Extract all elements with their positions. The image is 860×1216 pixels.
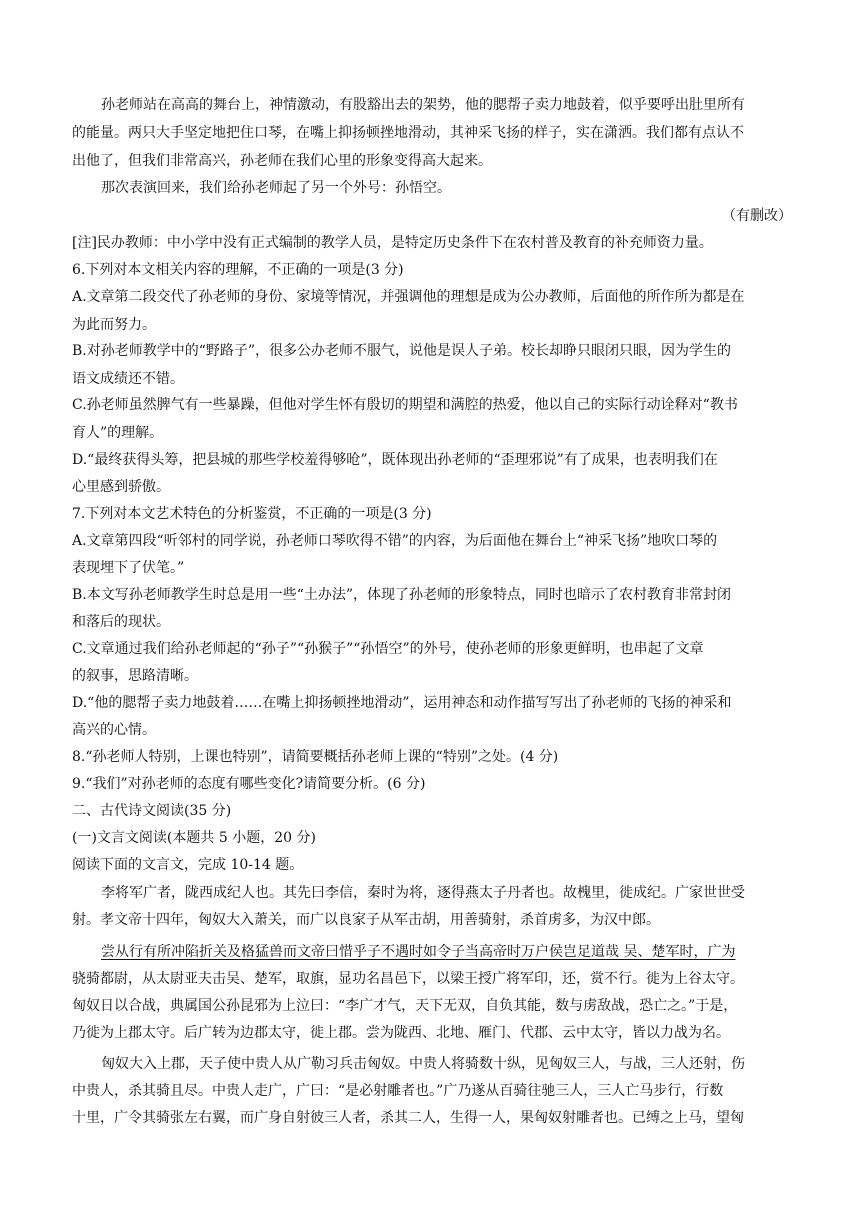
option-6a: A.文章第二段交代了孙老师的身份、家境等情况，并强调他的理想是成为公办教师，后面他的所作所为都是在 (72, 289, 745, 305)
option-7c: C.文章通过我们给孙老师起的“孙子”“孙猴子”“孙悟空”的外号，使孙老师的形象更鲜明，也串起了文章 (72, 641, 704, 657)
classical-text-line: 李将军广者，陇西成纪人也。其先曰李信，秦时为将，逐得燕太子丹者也。故槐里，徙成纪。广家世世受 (101, 885, 745, 901)
text-line: 为此而努力。 (72, 317, 156, 333)
question-7: 7.下列对本文艺术特色的分析鉴赏，不正确的一项是(3 分) (72, 506, 432, 522)
classical-text-line: 乃徙为上郡太守。后广转为边郡太守，徙上郡。尝为陇西、北地、雁门、代郡、云中太守，皆以力战为名。 (72, 1025, 730, 1041)
classical-text-line: 骁骑都尉，从太尉亚夫击吴、楚军，取旗，显功名昌邑下，以梁王授广将军印，还，赏不行。徙为上谷太守。 (72, 971, 744, 987)
footnote: [注]民办教师：中小学中没有正式编制的教学人员，是特定历史条件下在农村普及教育的补充师资力量。 (72, 235, 713, 251)
text-line: 育人”的理解。 (72, 425, 164, 441)
classical-text-line: 中贵人，杀其骑且尽。中贵人走广，广曰：“是必射雕者也。”广乃遂从百骑往驰三人，三人亡马步行，行数 (72, 1083, 724, 1099)
option-6c: C.孙老师虽然脾气有一些暴躁，但他对学生怀有殷切的期望和满腔的热爱，他以自己的实际行动诠释对“教书 (72, 397, 738, 413)
text-line: 孙老师站在高高的舞台上，神情激动，有股豁出去的架势，他的腮帮子卖力地鼓着，似乎要呼出肚里所有 (101, 97, 745, 113)
text-line: 出他了，但我们非常高兴，孙老师在我们心里的形象变得高大起来。 (72, 153, 492, 169)
text-line: 高兴的心情。 (72, 722, 156, 738)
question-8: 8.“孙老师人特别，上课也特别”，请简要概括孙老师上课的“特别”之处。(4 分) (72, 749, 559, 765)
text-line: 那次表演回来，我们给孙老师起了另一个外号：孙悟空。 (101, 180, 451, 196)
classical-text-line: 射。孝文帝十四年，匈奴大入萧关，而广以良家子从军击胡，用善骑射，杀首虏多，为汉中郎。 (72, 912, 660, 928)
option-7b: B.本文写孙老师教学生时总是用一些“土办法”，体现了孙老师的形象特点，同时也暗示了农村教育非常封闭 (72, 587, 732, 603)
option-7d: D.“他的腮帮子卖力地鼓着……在嘴上抑扬顿挫地滑动”，运用神态和动作描写写出了孙老师的飞扬的神采和 (72, 695, 732, 711)
classical-text-line: 匈奴日以合战，典属国公孙昆邪为上泣曰：“李广才气，天下无双，自负其能，数与虏敌战，恐亡之。”于是， (72, 998, 738, 1014)
text-line: 表现埋下了伏笔。” (72, 560, 185, 576)
text-line: 的能量。两只大手坚定地把住口琴，在嘴上抑扬顿挫地滑动，其神采飞扬的样子，实在潇洒。我们都有点认不 (72, 125, 744, 141)
classical-text-line: 十里，广令其骑张左右翼，而广身自射彼三人者，杀其二人，生得一人，果匈奴射雕者也。已缚之上马，望匈 (72, 1110, 744, 1126)
text-line: 心里感到骄傲。 (72, 479, 170, 495)
source-note: （有删改） (722, 208, 792, 224)
option-6d: D.“最终获得头筹，把县城的那些学校羞得够呛”，既体现出孙老师的“歪理邪说”有了成果，也表明我们在 (72, 452, 718, 468)
classical-text-line: 匈奴大入上郡，天子使中贵人从广勒习兵击匈奴。中贵人将骑数十纵，见匈奴三人，与战，三人还射，伤 (101, 1056, 745, 1072)
question-6: 6.下列对本文相关内容的理解，不正确的一项是(3 分) (72, 262, 404, 278)
classical-text-underlined: 尝从行有所冲陷折关及格猛兽而文帝曰惜乎子不遇时如令子当高帝时万户侯岂足道哉 吴、楚军时，广为 (101, 944, 736, 960)
section-heading: 二、古代诗文阅读(35 分) (72, 803, 232, 819)
option-6b: B.对孙老师教学中的“野路子”，很多公办老师不服气，说他是误人子弟。校长却睁只眼闭只眼，因为学生的 (72, 343, 732, 359)
text-line: 语文成绩还不错。 (72, 371, 184, 387)
text-line: 和落后的现状。 (72, 614, 170, 630)
instruction: 阅读下面的文言文，完成 10-14 题。 (72, 857, 304, 873)
question-9: 9.“我们”对孙老师的态度有哪些变化?请简要分析。(6 分) (72, 776, 426, 792)
subsection-heading: (一)文言文阅读(本题共 5 小题，20 分) (72, 830, 316, 846)
text-line: 的叙事，思路清晰。 (72, 668, 198, 684)
option-7a: A.文章第四段“听邻村的同学说，孙老师口琴吹得不错”的内容，为后面他在舞台上“神采飞扬”地吹口琴的 (72, 533, 718, 549)
